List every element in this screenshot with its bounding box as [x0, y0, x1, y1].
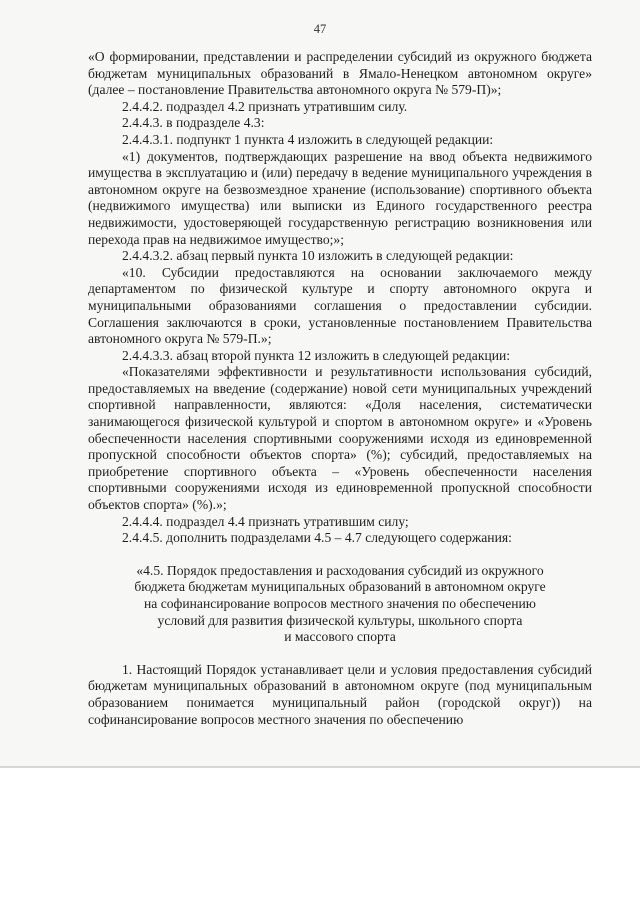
paragraph: 2.4.4.3.1. подпункт 1 пункта 4 изложить в следующей редакции:: [122, 131, 494, 147]
section-title-line: и массового спорта: [284, 629, 396, 645]
section-title-line: «4.5. Порядок предоставления и расходования субсидий из окружного: [136, 562, 544, 578]
section-title: [88, 563, 592, 646]
paragraph: 2.4.4.3.2. абзац первый пункта 10 изложить в следующей редакции:: [122, 248, 514, 264]
page-edge: [0, 766, 640, 768]
paragraph: 2.4.4.5. дополнить подразделами 4.5 – 4.7 следующего содержания:: [122, 530, 512, 546]
section-title-line: на софинансирование вопросов местного значения по обеспечению: [144, 596, 536, 611]
spacer: [88, 646, 592, 662]
paragraph: 2.4.4.2. подраздел 4.2 признать утратившим силу.: [122, 98, 408, 114]
page-number: 47: [313, 22, 327, 36]
paragraph: «Показателями эффективности и результативности использования субсидий, предоставляемых на введение (содержание) новой сети муниципальных учреждений спортивной направленности, являются: «Доля населения, систематически занимающегося физической культурой и спортом в автономном округе» и «Уровень обеспеченности населения спортивными сооружениями исходя из единовременной пропускной способности объектов спорта» (%); субсидий, предоставляемых на приобретение спортивного объекта – «Уровень обеспеченности населения спортивными сооружениями исходя из единовременной пропускной способности объектов спорта» (%).»;: [88, 364, 592, 513]
paragraph: 2.4.4.3. в подразделе 4.3:: [122, 115, 265, 131]
closing-paragraph: 1. Настоящий Порядок устанавливает цели и условия предоставления субсидий бюджетам муниципальных образований в автономном округе (под муниципальным образованием понимается муниципальный район (городской округ)) на софинансирование вопросов местного значения по обеспечению: [88, 661, 592, 727]
paragraph: 2.4.4.3.3. абзац второй пункта 12 изложить в следующей редакции:: [122, 347, 511, 363]
paragraph: «10. Субсидии предоставляются на основании заключаемого между департаментом по физической культуре и спорту автономного округа и муниципальными образованиями соглашения о предоставлении субсидии. Соглашения заключаются в сроки, установленные постановлением Правительства автономного округа № 579-П.»;: [88, 264, 592, 347]
paragraph: «1) документов, подтверждающих разрешение на ввод объекта недвижимого имущества в эксплуатацию и (или) передачу в ведение муниципального учреждения в автономном округе на безвозмездное хранение (использование) спортивного объекта (недвижимого имущества) или выписки из Единого государственного реестра недвижимости, удостоверяющей государственную регистрацию возникновения или перехода прав на недвижимое имущество;»;: [88, 148, 592, 247]
section-title-line: бюджета бюджетам муниципальных образований в автономном округе: [134, 579, 546, 595]
document-body: [88, 49, 592, 728]
paragraph: 2.4.4.4. подраздел 4.4 признать утратившим силу;: [122, 513, 409, 529]
spacer: [88, 547, 592, 563]
section-title-line: условий для развития физической культуры, школьного спорта: [157, 612, 523, 628]
paragraph: «О формировании, представлении и распределении субсидий из окружного бюджета бюджетам муниципальных образований в Ямало-Ненецком автономном округе» (далее – постановление Правительства автономного округа № 579-П)»;: [88, 49, 592, 98]
